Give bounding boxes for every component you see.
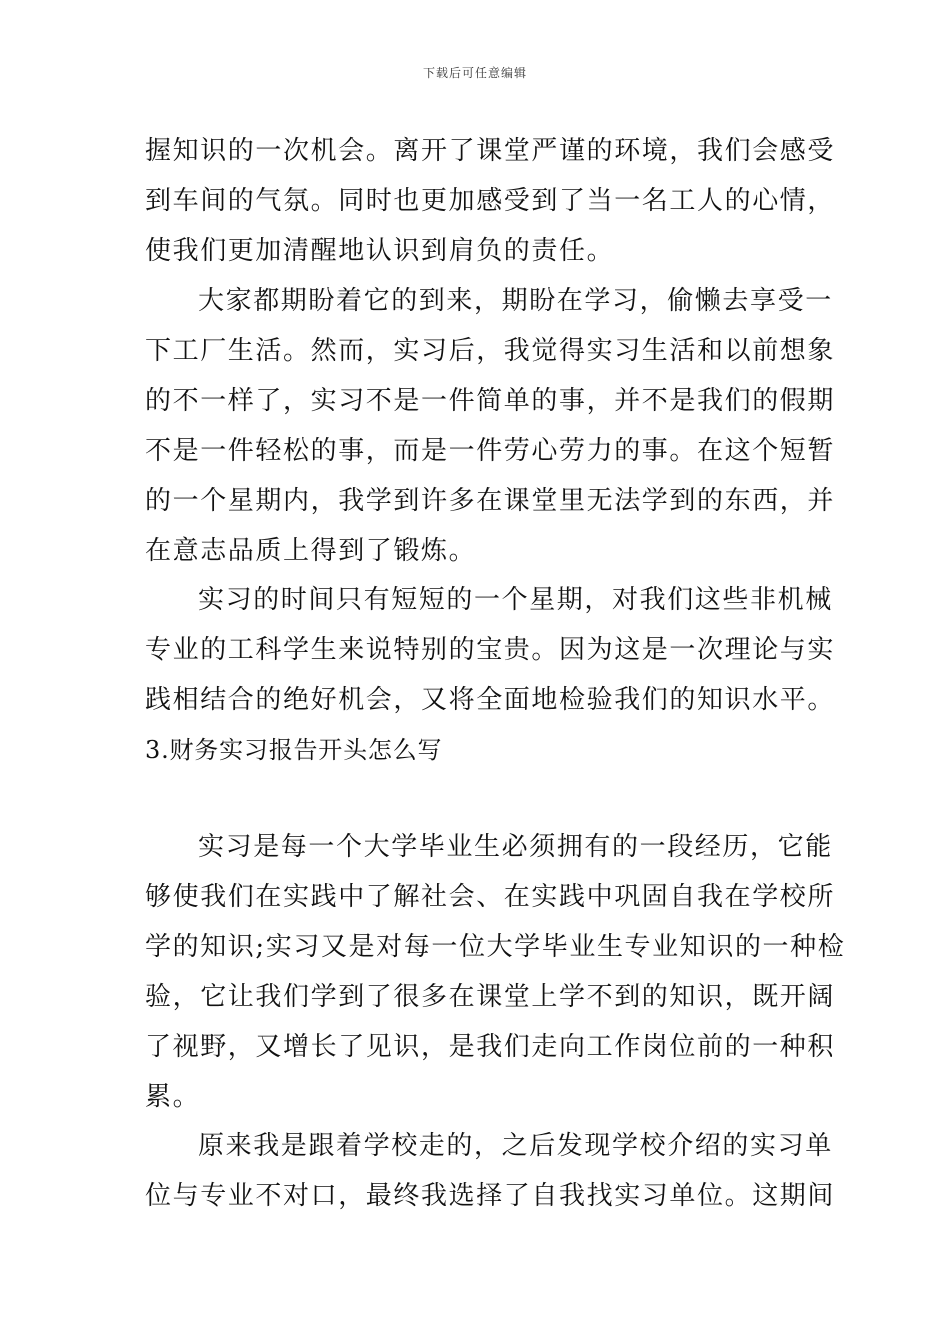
paragraph-line: 了视野，又增长了见识，是我们走向工作岗位前的一种积: [145, 1032, 836, 1062]
section-heading: 3.财务实习报告开头怎么写: [145, 736, 443, 764]
paragraph-line: 验，它让我们学到了很多在课堂上学不到的知识，既开阔: [145, 982, 836, 1012]
paragraph-line: 握知识的一次机会。离开了课堂严谨的环境，我们会感受: [145, 136, 836, 166]
paragraph-line: 位与专业不对口，最终我选择了自我找实习单位。这期间: [145, 1181, 836, 1211]
paragraph-line: 不是一件轻松的事，而是一件劳心劳力的事。在这个短暂: [145, 436, 836, 466]
paragraph-line: 使我们更加清醒地认识到肩负的责任。: [145, 236, 615, 266]
paragraph-line: 原来我是跟着学校走的，之后发现学校介绍的实习单: [198, 1131, 833, 1161]
paragraph-line: 大家都期盼着它的到来，期盼在学习，偷懒去享受一: [198, 286, 833, 316]
paragraph-line: 专业的工科学生来说特别的宝贵。因为这是一次理论与实: [145, 635, 836, 665]
paragraph-line: 的不一样了，实习不是一件简单的事，并不是我们的假期: [145, 386, 836, 416]
paragraph-line: 践相结合的绝好机会，又将全面地检验我们的知识水平。: [145, 685, 836, 715]
paragraph-line: 的一个星期内，我学到许多在课堂里无法学到的东西，并: [145, 486, 836, 516]
paragraph-line: 累。: [145, 1082, 201, 1112]
paragraph-line: 实习是每一个大学毕业生必须拥有的一段经历，它能: [198, 832, 833, 862]
paragraph-line: 实习的时间只有短短的一个星期，对我们这些非机械: [198, 585, 833, 615]
paragraph-line: 下工厂生活。然而，实习后，我觉得实习生活和以前想象: [145, 336, 836, 366]
paragraph-line: 到车间的气氛。同时也更加感受到了当一名工人的心情，: [145, 186, 836, 216]
paragraph-line: 够使我们在实践中了解社会、在实践中巩固自我在学校所: [145, 882, 836, 912]
paragraph-line: 在意志品质上得到了锻炼。: [145, 536, 477, 566]
page-header: 下载后可任意编辑: [422, 66, 527, 80]
paragraph-line: 学的知识;实习又是对每一位大学毕业生专业知识的一种检: [145, 932, 846, 962]
